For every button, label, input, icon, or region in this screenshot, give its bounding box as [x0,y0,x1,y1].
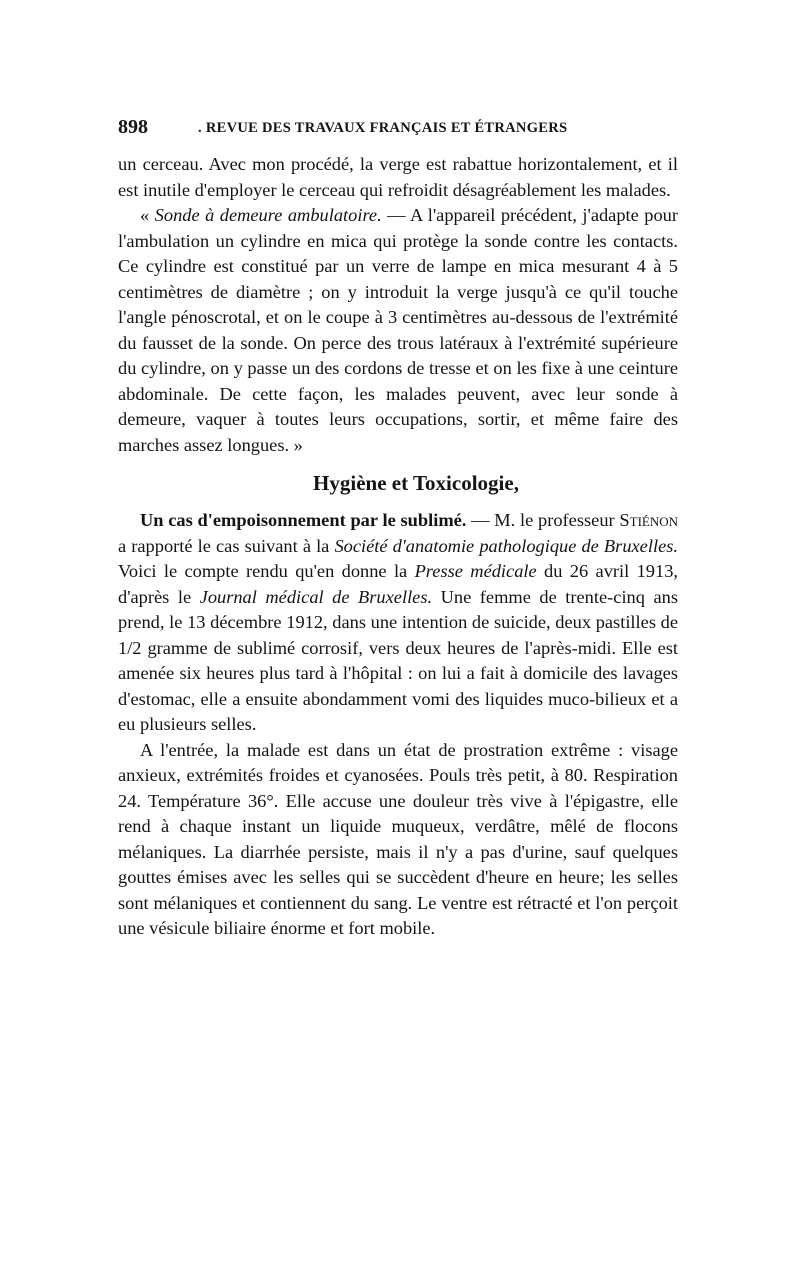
paragraph-1: un cerceau. Avec mon procédé, la verge est rabattue horizontalement, et il est inutile d'employer le cerceau qui refroidit désagréablement les malades. [118,154,678,200]
opening-quote: « [140,205,155,225]
paragraph-2-text: — A l'appareil précédent, j'adapte pour l'ambulation un cylindre en mica qui protège la sonde contre les contacts. Ce cylindre est constitué par un verre de lampe en mica mesurant 4 à 5 centimètres de diamètre ; on y introduit la verge jusqu'à ce qu'il touche l'angle pénoscrotal, et on le coupe à 3 centimètres au-dessous de l'extrémité du fausset de la sonde. On perce des trous latéraux à l'extrémité supérieure du cylindre, on y passe un des cordons de tresse et on les fixe à une ceinture abdominale. De cette façon, les malades peuvent, avec leur sonde à demeure, vaquer à toutes leurs occupations, sortir, et même faire des marches assez longues. » [118,205,678,455]
running-title: . REVUE DES TRAVAUX FRANÇAIS ET ÉTRANGERS [198,120,568,136]
journal-medical: Journal médical de Bruxelles. [199,586,433,607]
page-number: 898 [118,116,148,138]
paragraph-2 [118,203,678,458]
running-header [118,116,678,138]
section-title: Hygiène et Toxicologie, [313,471,519,495]
paragraph-4: A l'entrée, la malade est dans un état de prostration extrême : visage anxieux, extrémités froides et cyanosées. Pouls très petit, à 80. Respiration 24. Température 36°. Elle accuse une douleur très vive à l'épigastre, elle rend à chaque instant un liquide muqueux, verdâtre, mêlé de flocons mélaniques. La diarrhée persiste, mais il n'y a pas d'urine, sauf quelques gouttes émises avec les selles qui se succèdent d'heure en heure; les selles sont mélaniques et contiennent du sang. Le ventre est rétracté et l'on perçoit une vésicule biliaire énorme et fort mobile. [118,739,678,938]
paragraph-3: Un cas d'empoisonnement par le sublimé. — M. le professeur Stiénon a rapporté le cas suivant à la Société d'anatomie pathologique de Bruxelles. Voici le compte rendu qu'en donne la Presse médicale du 26 avril 1913, d'après le Journal médical de Bruxelles. Une femme de trente-cinq ans prend, le 13 décembre 1912, dans une intention de suicide, deux pastilles de 1/2 gramme de sublimé corrosif, vers deux heures de l'après-midi. Elle est amenée six heures plus tard à l'hôpital : on lui a fait à domicile des lavages d'estomac, elle a ensuite abondamment vomi des liquides muco-bilieux et a eu plusieurs selles. [118,510,679,734]
body-text [118,152,678,942]
society-name: Société d'anatomie pathologique de Bruxelles. [334,535,678,556]
subheading-sonde: Sonde à demeure ambulatoire. [154,205,382,225]
author-name: Stiénon [619,510,679,530]
case-title: Un cas d'empoisonnement par le sublimé. [140,510,467,530]
presse-medicale: Presse médicale [414,561,537,581]
